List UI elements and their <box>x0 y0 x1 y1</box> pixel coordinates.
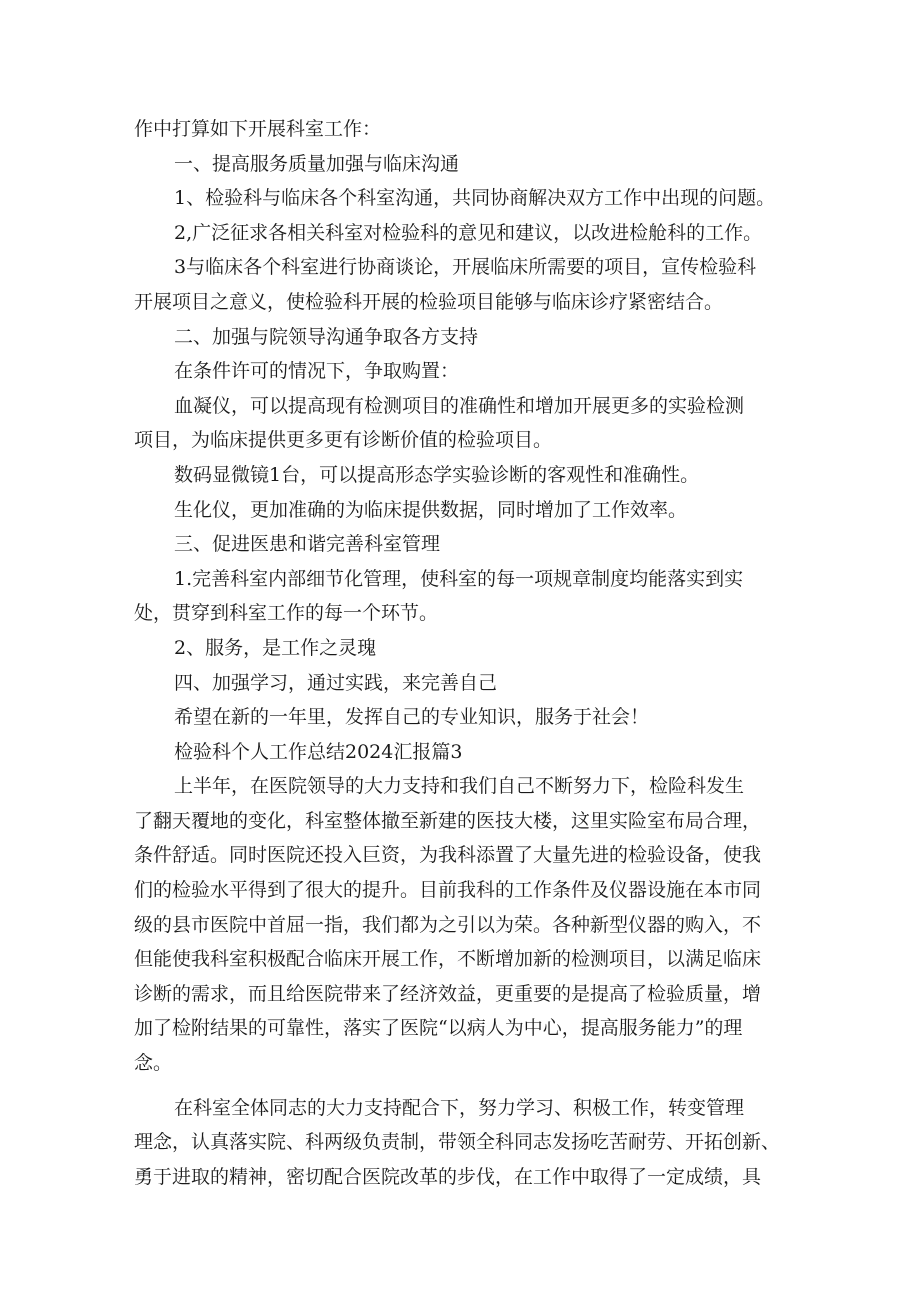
list-item: 1、检验科与临床各个科室沟通，共同协商解决双方工作中出现的问题。 <box>174 187 776 210</box>
list-item: 2、服务，是工作之灵瑰 <box>174 636 377 659</box>
document-body <box>134 112 790 1194</box>
text-line: 作中打算如下开展科室工作： <box>134 118 382 140</box>
text-line: 开展项目之意义，使检验科开展的检验项目能够与临床诊疗紧密结合。 <box>134 290 724 313</box>
text-line: 生化仪，更加准确的为临床提供数据，同时增加了工作效率。 <box>174 498 688 521</box>
text-line: 诊断的需求，而且给医院带来了经济效益，更重要的是提高了检验质量，增 <box>134 982 762 1005</box>
text-line: 处，贯穿到科室工作的每一个环节。 <box>134 602 439 625</box>
text-line: 了翻天覆地的变化，科室整体撤至新建的医技大楼，这里实险室布局合理， <box>134 809 762 832</box>
text-line: 上半年，在医院领导的大力支持和我们自己不断努力下，检险科发生 <box>174 775 745 798</box>
text-line: 血凝仪，可以提高现有检测项目的准确性和增加开展更多的实验检测 <box>174 394 745 417</box>
text-line: 理念，认真落实院、科两级负责制，带领全科同志发扬吃苦耐劳、开拓创新、 <box>134 1131 781 1154</box>
text-line: 勇于进取的精神，密切配合医院改革的步伐，在工作中取得了一定成绩，具 <box>134 1165 762 1188</box>
section-heading: 一、提高服务质量加强与临床沟通 <box>174 152 460 175</box>
text-line: 项目，为临床提供更多更有诊断价值的检验项目。 <box>134 429 553 452</box>
list-item: 2,广泛征求各相关科室对检验科的意见和建议，以改进检舱科的工作。 <box>174 221 763 244</box>
text-line: 级的县市医院中首屈一指，我们都为之引以为荣。各种新型仪器的购入，不 <box>134 913 762 936</box>
section-heading: 三、促进医患和谐完善科室管理 <box>174 533 441 556</box>
text-line: 条件舒适。同时医院还投入巨资，为我科添置了大量先进的检验设备，使我 <box>134 844 762 867</box>
text-line: 们的检验水平得到了很大的提升。目前我科的工作条件及仪器设施在本市同 <box>134 879 762 902</box>
list-item: 3与临床各个科室进行协商谈论，开展临床所需要的项目，宣传检验科 <box>174 256 757 279</box>
list-item: 1.完善科室内部细节化管理，使科室的每一项规章制度均能落实到实 <box>174 567 744 590</box>
text-line: 在条件许可的情况下，争取购置： <box>174 360 460 383</box>
text-line: 但能使我科室积极配合临床开展工作，不断增加新的检测项目，以满足临床 <box>134 948 762 971</box>
section-heading: 四、加强学习，通过实践，来完善自己 <box>174 671 498 694</box>
article-title: 检验科个人工作总结2024汇报篇3 <box>174 740 463 763</box>
paragraph-spacer <box>134 1081 790 1091</box>
text-line: 数码显微镜1台，可以提高形态学实验诊断的客观性和准确性。 <box>174 463 700 486</box>
text-line: 加了检附结果的可靠性，落实了医院“以病人为中心，提高服务能力”的理 <box>134 1017 743 1040</box>
text-line: 在科室全体同志的大力支持配合下，努力学习、积极工作，转变管理 <box>174 1096 745 1119</box>
text-line: 希望在新的一年里，发挥自己的专业知识，服务于社会！ <box>174 706 650 729</box>
section-heading: 二、加强与院领导沟通争取各方支持 <box>174 325 479 348</box>
text-line: 念。 <box>134 1052 173 1075</box>
